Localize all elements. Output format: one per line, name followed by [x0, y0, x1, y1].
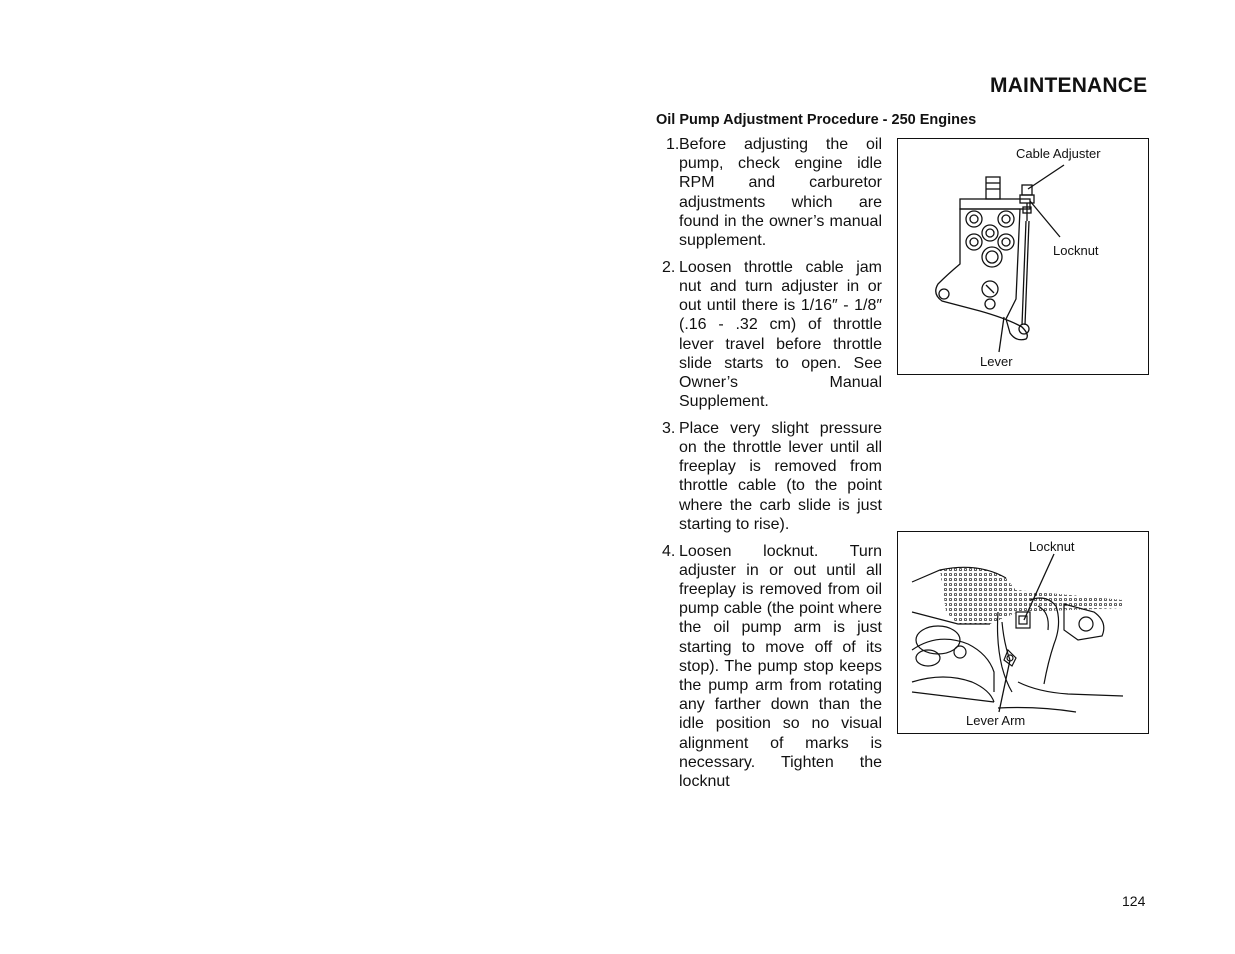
- procedure-title: Oil Pump Adjustment Procedure - 250 Engines: [656, 112, 977, 128]
- step-number: 2.: [662, 258, 676, 276]
- lever-arm-label: Lever Arm: [966, 713, 1026, 728]
- oil-pump-drawing-icon: [898, 139, 1148, 374]
- step-number: 4.: [662, 542, 676, 560]
- step-item: [660, 135, 882, 250]
- step-number: 3.: [662, 419, 676, 437]
- step-item: [660, 419, 882, 534]
- engine-figure: [897, 531, 1149, 734]
- page-number: 124: [1122, 893, 1146, 909]
- engine-drawing-icon: [898, 532, 1148, 733]
- procedure-steps: [660, 135, 882, 799]
- step-text: Before adjusting the oil pump, check engine idle RPM and carburetor adjustments which are found in the owner’s manual supplement.: [679, 136, 882, 250]
- step-text: Place very slight pressure on the throttle lever until all freeplay is removed from throttle cable (to the point where the carb slide is just starting to rise).: [679, 419, 882, 533]
- oil-pump-figure: [897, 138, 1149, 375]
- step-item: [660, 542, 882, 792]
- step-number: 1.: [666, 136, 680, 153]
- cable-adjuster-label: Cable Adjuster: [1016, 146, 1101, 161]
- locknut-label: Locknut: [1053, 243, 1099, 258]
- step-text: Loosen throttle cable jam nut and turn adjuster in or out until there is 1/16″ - 1/8″ (.16 - .32 cm) of throttle lever travel before throttle slide starts to open. See Owner’s Manual Supplement.: [679, 258, 882, 411]
- locknut-label: Locknut: [1029, 539, 1075, 554]
- lever-label: Lever: [980, 354, 1013, 369]
- step-text: Loosen locknut. Turn adjuster in or out until all freeplay is removed from oil pump cable (the point where the oil pump arm is just starting to move off of its stop). The pump stop keeps the pump arm from rotating any farther down than the idle position so no visual alignment of marks is necessary. Tighten the locknut: [679, 542, 882, 790]
- section-title: MAINTENANCE: [990, 74, 1148, 97]
- step-item: [660, 258, 882, 412]
